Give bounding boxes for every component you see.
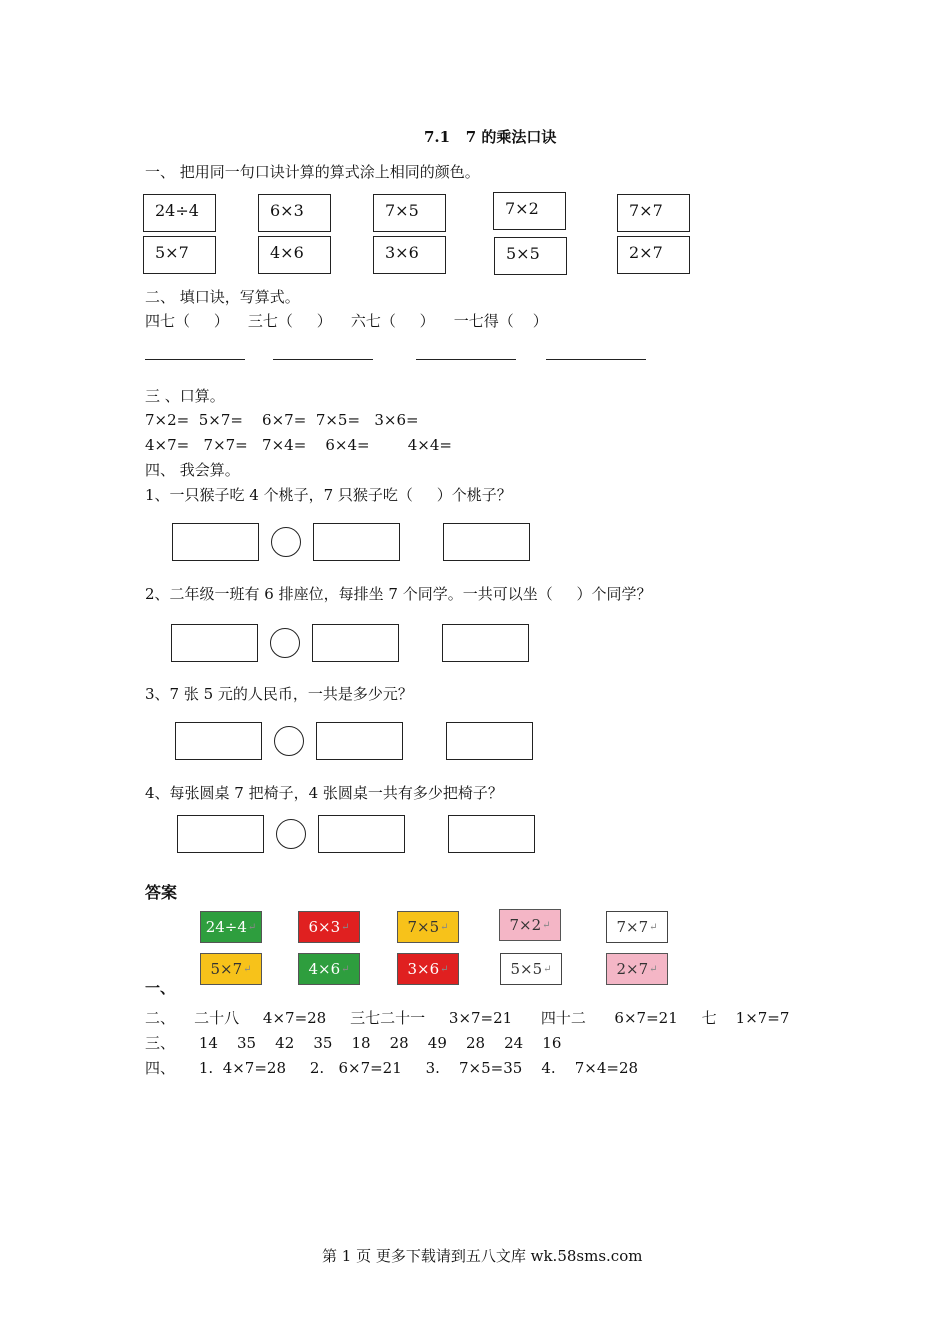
expr-box xyxy=(617,194,690,232)
section3-heading: 三 、口算。 xyxy=(145,387,225,405)
operand-box xyxy=(318,815,405,853)
expr-box xyxy=(258,236,331,274)
return-mark-icon: ↵ xyxy=(440,963,449,975)
return-mark-icon: ↵ xyxy=(543,963,552,975)
expr-text: 7×7 xyxy=(629,201,663,220)
oral-calc-row: 7×2= 5×7= 6×7= 7×5= 3×6= xyxy=(145,411,419,429)
question-1: 1、一只猴子吃 4 个桃子，7 只猴子吃（ ）个桃子？ xyxy=(145,486,512,504)
expr-box xyxy=(617,236,690,274)
answer-one-label: 一、 xyxy=(145,979,176,997)
answer-color-box xyxy=(298,953,360,985)
expr-box xyxy=(373,236,446,274)
operator-circle xyxy=(276,819,306,849)
oral-calc-row: 4×7= 7×7= 7×4= 6×4= 4×4= xyxy=(145,436,452,454)
operand-box xyxy=(171,624,258,662)
operand-box xyxy=(175,722,262,760)
operand-box xyxy=(316,722,403,760)
answer-color-box xyxy=(200,911,262,943)
expr-text: 5×5 xyxy=(506,244,540,263)
answer-color-box xyxy=(298,911,360,943)
answer-underline xyxy=(546,359,646,360)
expr-box xyxy=(143,194,216,232)
answer-expr: 7×2 xyxy=(509,916,542,934)
expr-text: 2×7 xyxy=(629,243,663,262)
question-2: 2、二年级一班有 6 排座位，每排坐 7 个同学。一共可以坐（ ）个同学？ xyxy=(145,585,652,603)
answer-expr: 7×5 xyxy=(407,918,440,936)
section2-heading: 二、 填口诀，写算式。 xyxy=(145,288,300,306)
answer-four: 四、 1. 4×7=28 2. 6×7=21 3. 7×5=35 4. 7×4=28 xyxy=(145,1059,639,1077)
answer-two: 二、 二十八 4×7=28 三七二十一 3×7=21 四十二 6×7=21 七 1×7=7 xyxy=(145,1009,790,1027)
expr-box xyxy=(258,194,331,232)
operand-box xyxy=(313,523,400,561)
answer-expr: 7×7 xyxy=(616,918,649,936)
expr-box xyxy=(493,192,566,230)
operand-box xyxy=(177,815,264,853)
answer-color-box xyxy=(500,953,562,985)
answer-expr: 4×6 xyxy=(308,960,341,978)
answers-heading: 答案 xyxy=(145,883,178,902)
expr-text: 7×2 xyxy=(505,199,539,218)
answer-expr: 24÷4 xyxy=(205,918,247,936)
answer-expr: 3×6 xyxy=(407,960,440,978)
answer-color-box xyxy=(397,911,459,943)
answer-color-box xyxy=(606,911,668,943)
section1-heading: 一、 把用同一句口诀计算的算式涂上相同的颜色。 xyxy=(145,163,480,181)
page-title: 7.1 7 的乘法口诀 xyxy=(424,128,557,146)
answer-underline xyxy=(416,359,516,360)
return-mark-icon: ↵ xyxy=(341,963,350,975)
page-footer: 第 1 页 更多下载请到五八文库 wk.58sms.com xyxy=(322,1247,643,1265)
expr-text: 6×3 xyxy=(270,201,304,220)
result-box xyxy=(442,624,529,662)
expr-text: 5×7 xyxy=(155,243,189,262)
operator-circle xyxy=(271,527,301,557)
answer-underline xyxy=(145,359,245,360)
result-box xyxy=(443,523,530,561)
expr-text: 4×6 xyxy=(270,243,304,262)
answer-three: 三、 14 35 42 35 18 28 49 28 24 16 xyxy=(145,1034,562,1052)
section2-line: 四七（ ） 三七（ ） 六七（ ） 一七得（ ） xyxy=(145,312,548,330)
return-mark-icon: ↵ xyxy=(649,963,658,975)
answer-color-box xyxy=(397,953,459,985)
return-mark-icon: ↵ xyxy=(247,921,257,933)
return-mark-icon: ↵ xyxy=(243,963,252,975)
expr-text: 24÷4 xyxy=(155,201,199,220)
result-box xyxy=(446,722,533,760)
return-mark-icon: ↵ xyxy=(542,919,551,931)
operand-box xyxy=(172,523,259,561)
expr-box xyxy=(143,236,216,274)
return-mark-icon: ↵ xyxy=(341,921,350,933)
answer-expr: 5×5 xyxy=(510,960,543,978)
answer-color-box xyxy=(606,953,668,985)
answer-color-box xyxy=(200,953,262,985)
return-mark-icon: ↵ xyxy=(649,921,658,933)
expr-text: 7×5 xyxy=(385,201,419,220)
question-3: 3、7 张 5 元的人民币，一共是多少元？ xyxy=(145,685,413,703)
operator-circle xyxy=(270,628,300,658)
expr-box xyxy=(494,237,567,275)
answer-underline xyxy=(273,359,373,360)
operator-circle xyxy=(274,726,304,756)
answer-expr: 5×7 xyxy=(210,960,243,978)
expr-text: 3×6 xyxy=(385,243,419,262)
return-mark-icon: ↵ xyxy=(440,921,449,933)
expr-box xyxy=(373,194,446,232)
answer-expr: 2×7 xyxy=(616,960,649,978)
operand-box xyxy=(312,624,399,662)
section4-heading: 四、 我会算。 xyxy=(145,461,240,479)
answer-expr: 6×3 xyxy=(308,918,341,936)
answer-color-box xyxy=(499,909,561,941)
question-4: 4、每张圆桌 7 把椅子，4 张圆桌一共有多少把椅子？ xyxy=(145,784,503,802)
result-box xyxy=(448,815,535,853)
